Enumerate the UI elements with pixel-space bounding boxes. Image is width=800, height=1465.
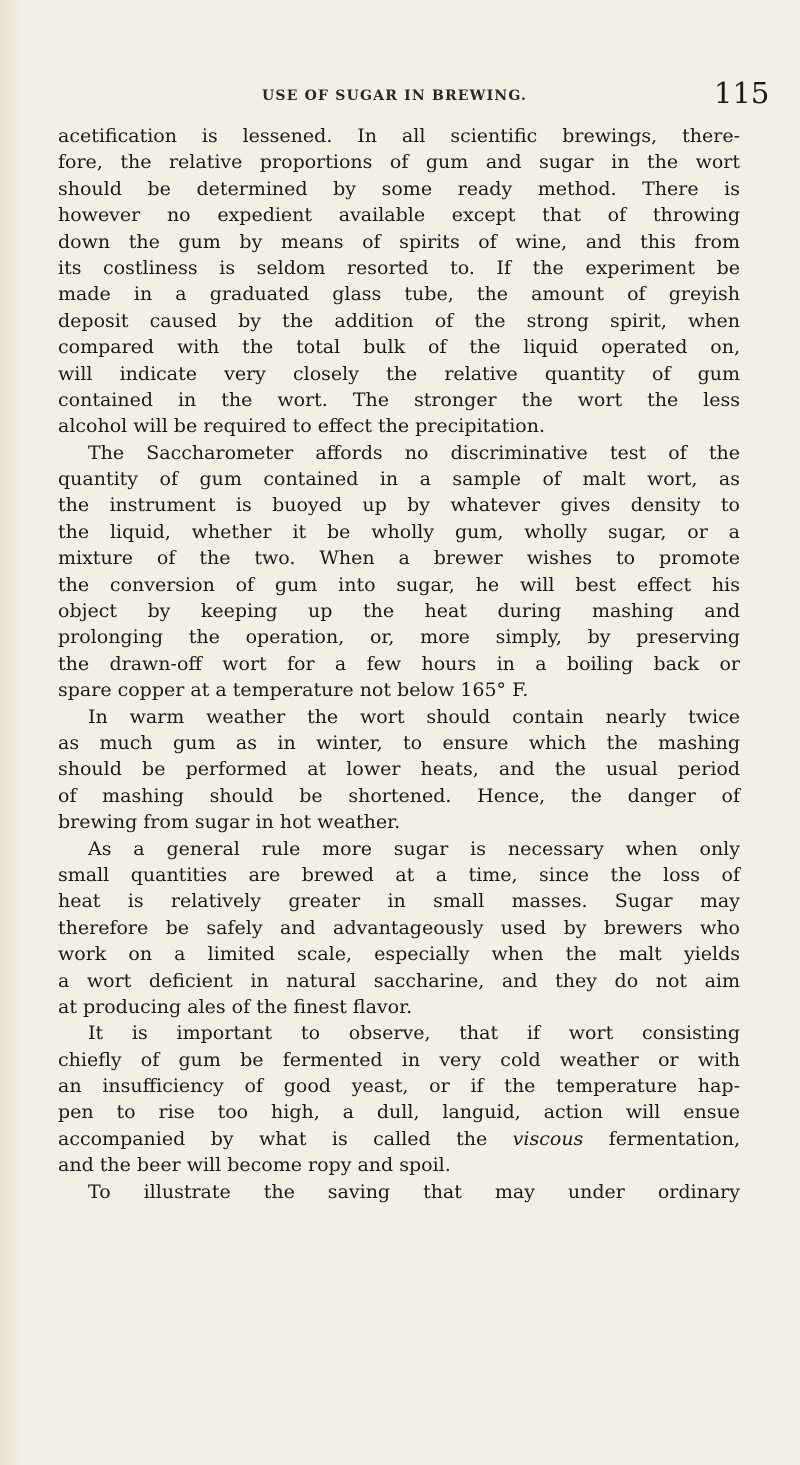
text-line: made in a graduated glass tube, the amount of greyish [58,283,740,306]
text-line: a wort deficient in natural saccharine, and they do not aim [58,969,740,992]
text-line: the drawn-off wort for a few hours in a boiling back or [58,652,740,675]
text-line: As a general rule more sugar is necessary when only [88,837,740,860]
text-line: of mashing should be shortened. Hence, the danger of [58,784,740,807]
text-line: fore, the relative proportions of gum and sugar in the wort [58,151,740,174]
text-line: the instrument is buoyed up by whatever gives density to [58,494,740,517]
text-line: therefore be safely and advantageously used by brewers who [58,916,740,939]
text-line: alcohol will be required to effect the precipitation. [58,415,545,438]
text-line: acetification is lessened. In all scientific brewings, there- [58,125,740,147]
text-line: however no expedient available except that of throwing [58,204,740,227]
text-line: prolonging the operation, or, more simply, by preserving [58,626,740,649]
text-line: spare copper at a temperature not below 165° F. [58,679,529,702]
italic-term: viscous [512,1127,584,1150]
text-line: heat is relatively greater in small masses. Sugar may [58,890,740,913]
text-line: quantity of gum contained in a sample of malt wort, as [58,468,740,491]
text-line: as much gum as in winter, to ensure which the mashing [58,731,740,754]
text-line: and the beer will become ropy and spoil. [58,1154,451,1177]
text-line: should be determined by some ready method. There is [58,177,740,200]
text-line: brewing from sugar in hot weather. [58,811,401,834]
text-line: should be performed at lower heats, and the usual period [58,758,740,781]
text-line: mixture of the two. When a brewer wishes to promote [58,547,740,570]
text-line: It is important to observe, that if wort consisting [88,1022,740,1045]
page-number: 115 [714,76,770,110]
text-line: its costliness is seldom resorted to. If the experiment be [58,256,740,279]
running-head: USE OF SUGAR IN BREWING. [262,88,528,104]
text-line: will indicate very closely the relative quantity of gum [58,362,740,385]
text-line: deposit caused by the addition of the strong spirit, when [58,309,740,332]
text-line: down the gum by means of spirits of wine, and this from [58,230,740,253]
text-line: chiefly of gum be fermented in very cold weather or with [58,1048,740,1071]
body-text [58,123,740,1205]
text-line: work on a limited scale, especially when the malt yields [58,943,740,966]
text-line: small quantities are brewed at a time, since the loss of [58,863,740,886]
text-line: To illustrate the saving that may under ordinary [88,1180,740,1203]
text-line: object by keeping up the heat during mashing and [58,600,740,623]
text-line: pen to rise too high, a dull, languid, action will ensue [58,1101,740,1124]
text-line: compared with the total bulk of the liquid operated on, [58,336,740,359]
text-line: accompanied by what is called the viscous fermentation, [58,1127,740,1150]
text-line: at producing ales of the finest flavor. [58,995,413,1018]
text-line: the conversion of gum into sugar, he will best effect his [58,573,740,596]
text-line: contained in the wort. The stronger the wort the less [58,388,740,411]
page-gutter [0,0,22,1465]
text-line: In warm weather the wort should contain nearly twice [88,705,740,728]
text-line: The Saccharometer affords no discriminative test of the [88,441,740,464]
text-line: the liquid, whether it be wholly gum, wholly sugar, or a [58,520,740,543]
text-line: an insufficiency of good yeast, or if the temperature hap- [58,1075,740,1098]
